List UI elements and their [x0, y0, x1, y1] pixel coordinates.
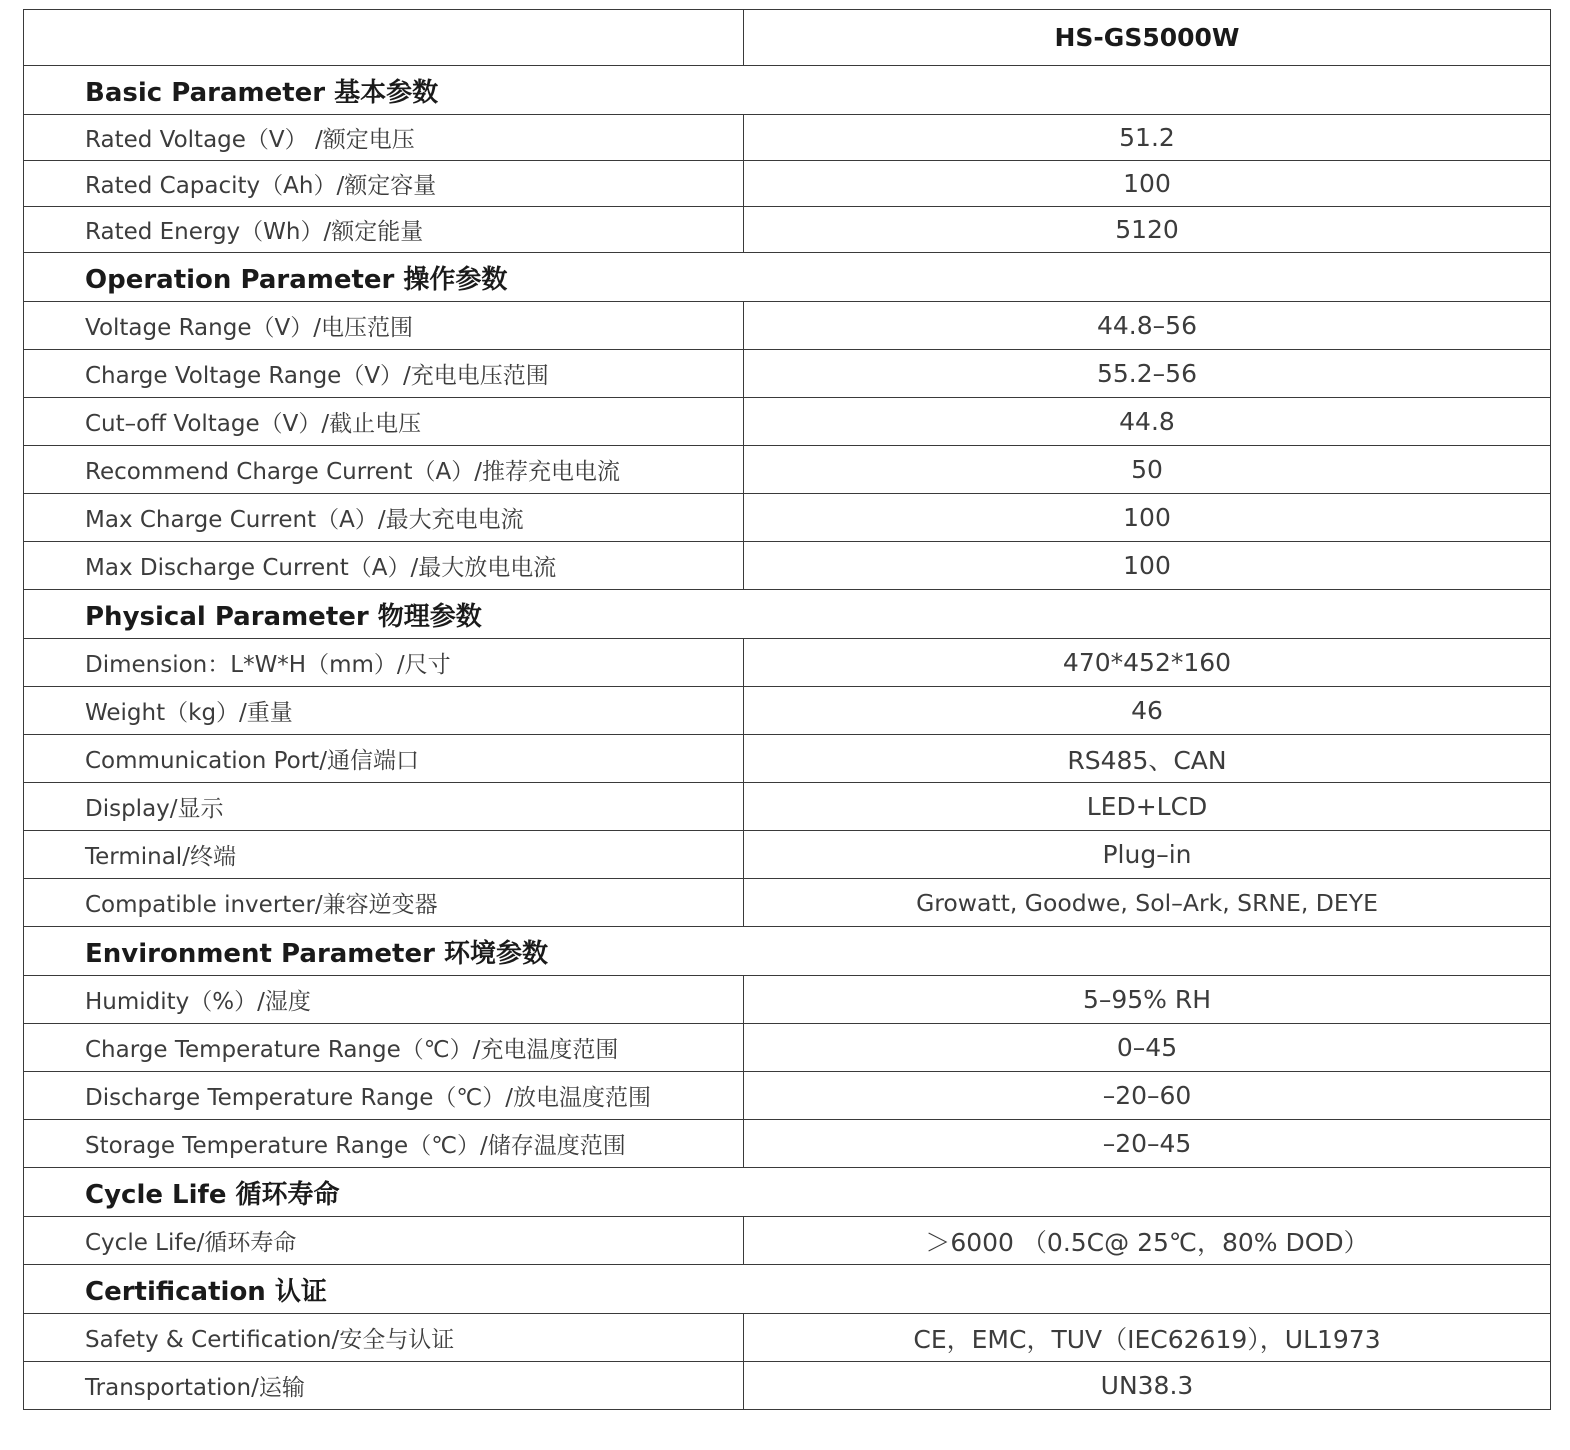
table-row: [24, 1362, 1551, 1410]
table-row: [24, 1024, 1551, 1072]
row-value: Growatt, Goodwe, Sol–Ark, SRNE, DEYE: [744, 879, 1551, 927]
section-row-certification: [24, 1265, 1551, 1314]
table-row: [24, 639, 1551, 687]
row-value: UN38.3: [744, 1362, 1551, 1410]
section-row-physical: [24, 590, 1551, 639]
table-row: [24, 783, 1551, 831]
table-row: [24, 687, 1551, 735]
row-value: RS485、CAN: [744, 735, 1551, 783]
row-value: CE，EMC，TUV（IEC62619），UL1973: [744, 1314, 1551, 1362]
row-label: Cut–off Voltage（V）/截止电压: [24, 398, 744, 446]
table-row: [24, 350, 1551, 398]
row-label: Display/显示: [24, 783, 744, 831]
table-row: [24, 542, 1551, 590]
table-row: [24, 446, 1551, 494]
row-value: 50: [744, 446, 1551, 494]
row-label: Recommend Charge Current（A）/推荐充电电流: [24, 446, 744, 494]
section-title-cycle: Cycle Life 循环寿命: [24, 1168, 1551, 1217]
row-value: 44.8–56: [744, 302, 1551, 350]
table-row: [24, 831, 1551, 879]
section-title-operation: Operation Parameter 操作参数: [24, 253, 1551, 302]
row-value: 100: [744, 542, 1551, 590]
spec-table: [23, 9, 1551, 1410]
row-value: 46: [744, 687, 1551, 735]
row-label: Charge Temperature Range（℃）/充电温度范围: [24, 1024, 744, 1072]
section-title-environment: Environment Parameter 环境参数: [24, 927, 1551, 976]
row-value: 5120: [744, 207, 1551, 253]
table-row: [24, 1072, 1551, 1120]
row-label: Rated Voltage（V） /额定电压: [24, 115, 744, 161]
table-row: [24, 302, 1551, 350]
section-title-physical: Physical Parameter 物理参数: [24, 590, 1551, 639]
row-value: 100: [744, 161, 1551, 207]
row-label: Rated Capacity（Ah）/额定容量: [24, 161, 744, 207]
row-label: Communication Port/通信端口: [24, 735, 744, 783]
section-row-environment: [24, 927, 1551, 976]
row-label: Humidity（%）/湿度: [24, 976, 744, 1024]
row-label: Storage Temperature Range（℃）/储存温度范围: [24, 1120, 744, 1168]
row-label: Voltage Range（V）/电压范围: [24, 302, 744, 350]
row-label: Safety & Certification/安全与认证: [24, 1314, 744, 1362]
section-row-basic: [24, 66, 1551, 115]
table-row: [24, 398, 1551, 446]
header-empty-cell: [24, 10, 744, 66]
table-row: [24, 1314, 1551, 1362]
row-value: 470*452*160: [744, 639, 1551, 687]
row-label: Terminal/终端: [24, 831, 744, 879]
row-value: 0–45: [744, 1024, 1551, 1072]
row-label: Cycle Life/循环寿命: [24, 1217, 744, 1265]
table-row: [24, 1120, 1551, 1168]
row-value: 44.8: [744, 398, 1551, 446]
section-title-basic: Basic Parameter 基本参数: [24, 66, 1551, 115]
row-value: 100: [744, 494, 1551, 542]
section-title-certification: Certification 认证: [24, 1265, 1551, 1314]
table-row: [24, 115, 1551, 161]
section-row-operation: [24, 253, 1551, 302]
section-row-cycle: [24, 1168, 1551, 1217]
table-row: [24, 976, 1551, 1024]
table-row: [24, 494, 1551, 542]
row-label: Transportation/运输: [24, 1362, 744, 1410]
row-label: Discharge Temperature Range（℃）/放电温度范围: [24, 1072, 744, 1120]
row-label: Max Charge Current（A）/最大充电电流: [24, 494, 744, 542]
table-row: [24, 1217, 1551, 1265]
row-label: Max Discharge Current（A）/最大放电电流: [24, 542, 744, 590]
row-label: Compatible inverter/兼容逆变器: [24, 879, 744, 927]
row-label: Dimension：L*W*H（mm）/尺寸: [24, 639, 744, 687]
table-row: [24, 161, 1551, 207]
row-value: 5–95% RH: [744, 976, 1551, 1024]
row-value: –20–60: [744, 1072, 1551, 1120]
row-value: ＞6000 （0.5C@ 25℃，80% DOD）: [744, 1217, 1551, 1265]
row-value: Plug–in: [744, 831, 1551, 879]
row-label: Weight（kg）/重量: [24, 687, 744, 735]
table-row: [24, 207, 1551, 253]
row-value: 55.2–56: [744, 350, 1551, 398]
model-name: HS-GS5000W: [744, 10, 1551, 66]
row-value: 51.2: [744, 115, 1551, 161]
row-value: –20–45: [744, 1120, 1551, 1168]
table-header-row: [24, 10, 1551, 66]
table-row: [24, 735, 1551, 783]
table-row: [24, 879, 1551, 927]
row-label: Charge Voltage Range（V）/充电电压范围: [24, 350, 744, 398]
row-label: Rated Energy（Wh）/额定能量: [24, 207, 744, 253]
row-value: LED+LCD: [744, 783, 1551, 831]
